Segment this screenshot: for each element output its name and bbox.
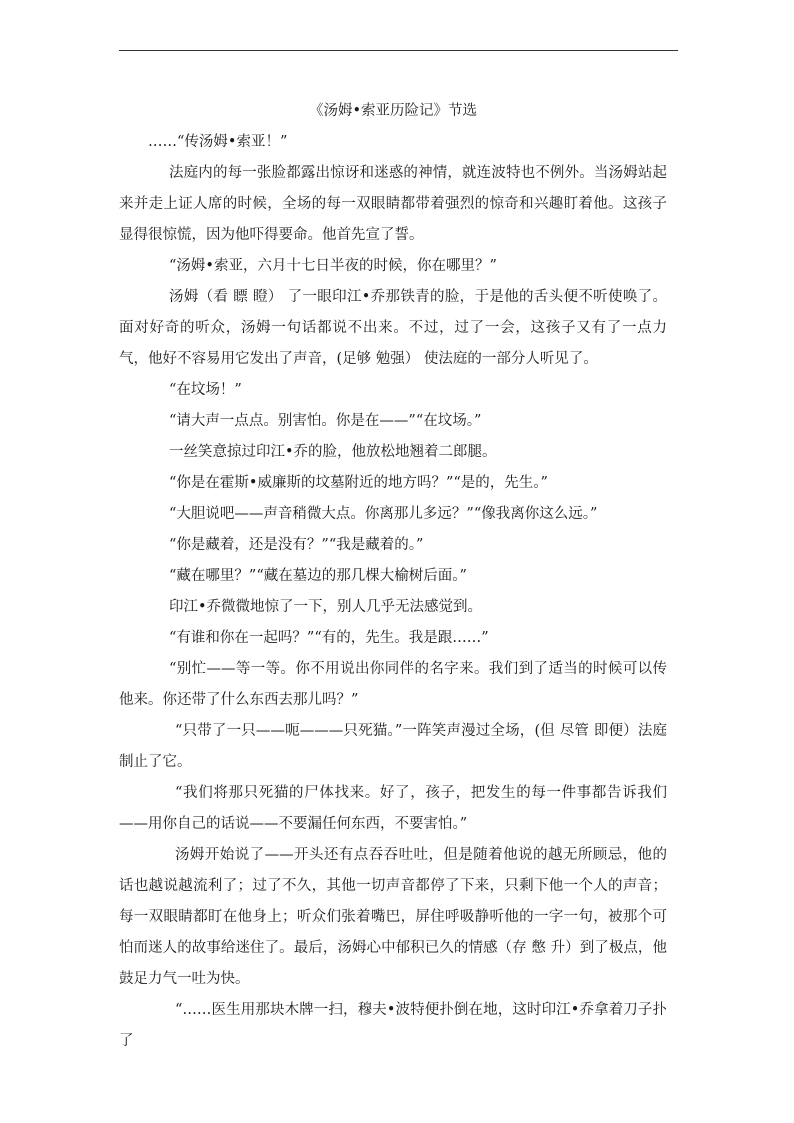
paragraph: “大胆说吧——声音稍微大点。你离那儿多远？”“像我离你这么远。”	[169, 506, 598, 522]
page-title: 《汤姆•索亚历险记》节选	[308, 103, 478, 119]
paragraph: “别忙——等一等。你不用说出你同伴的名字来。我们到了适当的时候可以传他来。你还带了什么东西去那儿吗？”	[119, 661, 667, 708]
paragraph: 印江•乔微微地惊了一下，别人几乎无法感觉到。	[169, 599, 483, 615]
header-rule	[119, 50, 678, 51]
paragraph: “你是在霍斯•威廉斯的坟墓附近的地方吗？”“是的，先生。”	[169, 475, 548, 491]
document-body	[119, 127, 667, 1057]
paragraph: 汤姆（看 瞟 瞪） 了一眼印江•乔那铁青的脸，于是他的舌头便不听使唤了。面对好奇的听众，汤姆一句话都说不出来。不过，过了一会，这孩子又有了一点力气，他好不容易用它发出了声音，(足够 勉强） 使法庭的一部分人听见了。	[119, 289, 667, 367]
paragraph: ……“传汤姆•索亚！”	[148, 134, 288, 150]
paragraph: “……医生用那块木牌一扫，穆夫•波特便扑倒在地，这时印江•乔拿着刀子扑了	[119, 1002, 667, 1049]
document-page	[119, 96, 667, 1057]
paragraph: “我们将那只死猫的尸体找来。好了，孩子，把发生的每一件事都告诉我们——用你自己的话说——不要漏任何东西，不要害怕。”	[119, 785, 667, 832]
paragraph: “在坟场！”	[169, 382, 242, 398]
paragraph: “汤姆•索亚，六月十七日半夜的时候，你在哪里？”	[169, 258, 497, 274]
paragraph: 汤姆开始说了——开头还有点吞吞吐吐，但是随着他说的越无所顾忌，他的话也越说越流利了；过了不久，其他一切声音都停了下来，只剩下他一个人的声音；每一双眼睛都盯在他身上；听众们张着嘴巴，屏住呼吸静听他的一字一句，被那个可怕而迷人的故事给迷住了。最后，汤姆心中郁积已久的情感（存 憋 升）到了极点，他鼓足力气一吐为快。	[119, 847, 667, 987]
paragraph: “你是藏着，还是没有？”“我是藏着的。”	[169, 537, 424, 553]
paragraph: “藏在哪里？”“藏在墓边的那几棵大榆树后面。”	[169, 568, 467, 584]
paragraph: 法庭内的每一张脸都露出惊讶和迷惑的神情，就连波特也不例外。当汤姆站起来并走上证人席的时候，全场的每一双眼睛都带着强烈的惊奇和兴趣盯着他。这孩子显得很惊慌，因为他吓得要命。他首先宣了誓。	[119, 165, 667, 243]
paragraph: “只带了一只——呃———只死猫。”一阵笑声漫过全场，(但 尽管 即便）法庭制止了它。	[119, 723, 667, 770]
paragraph: “请大声一点点。别害怕。你是在——”“在坟场。”	[169, 413, 482, 429]
paragraph: 一丝笑意掠过印江•乔的脸，他放松地翘着二郎腿。	[169, 444, 497, 460]
paragraph: “有谁和你在一起吗？”“有的，先生。我是跟……”	[169, 630, 489, 646]
